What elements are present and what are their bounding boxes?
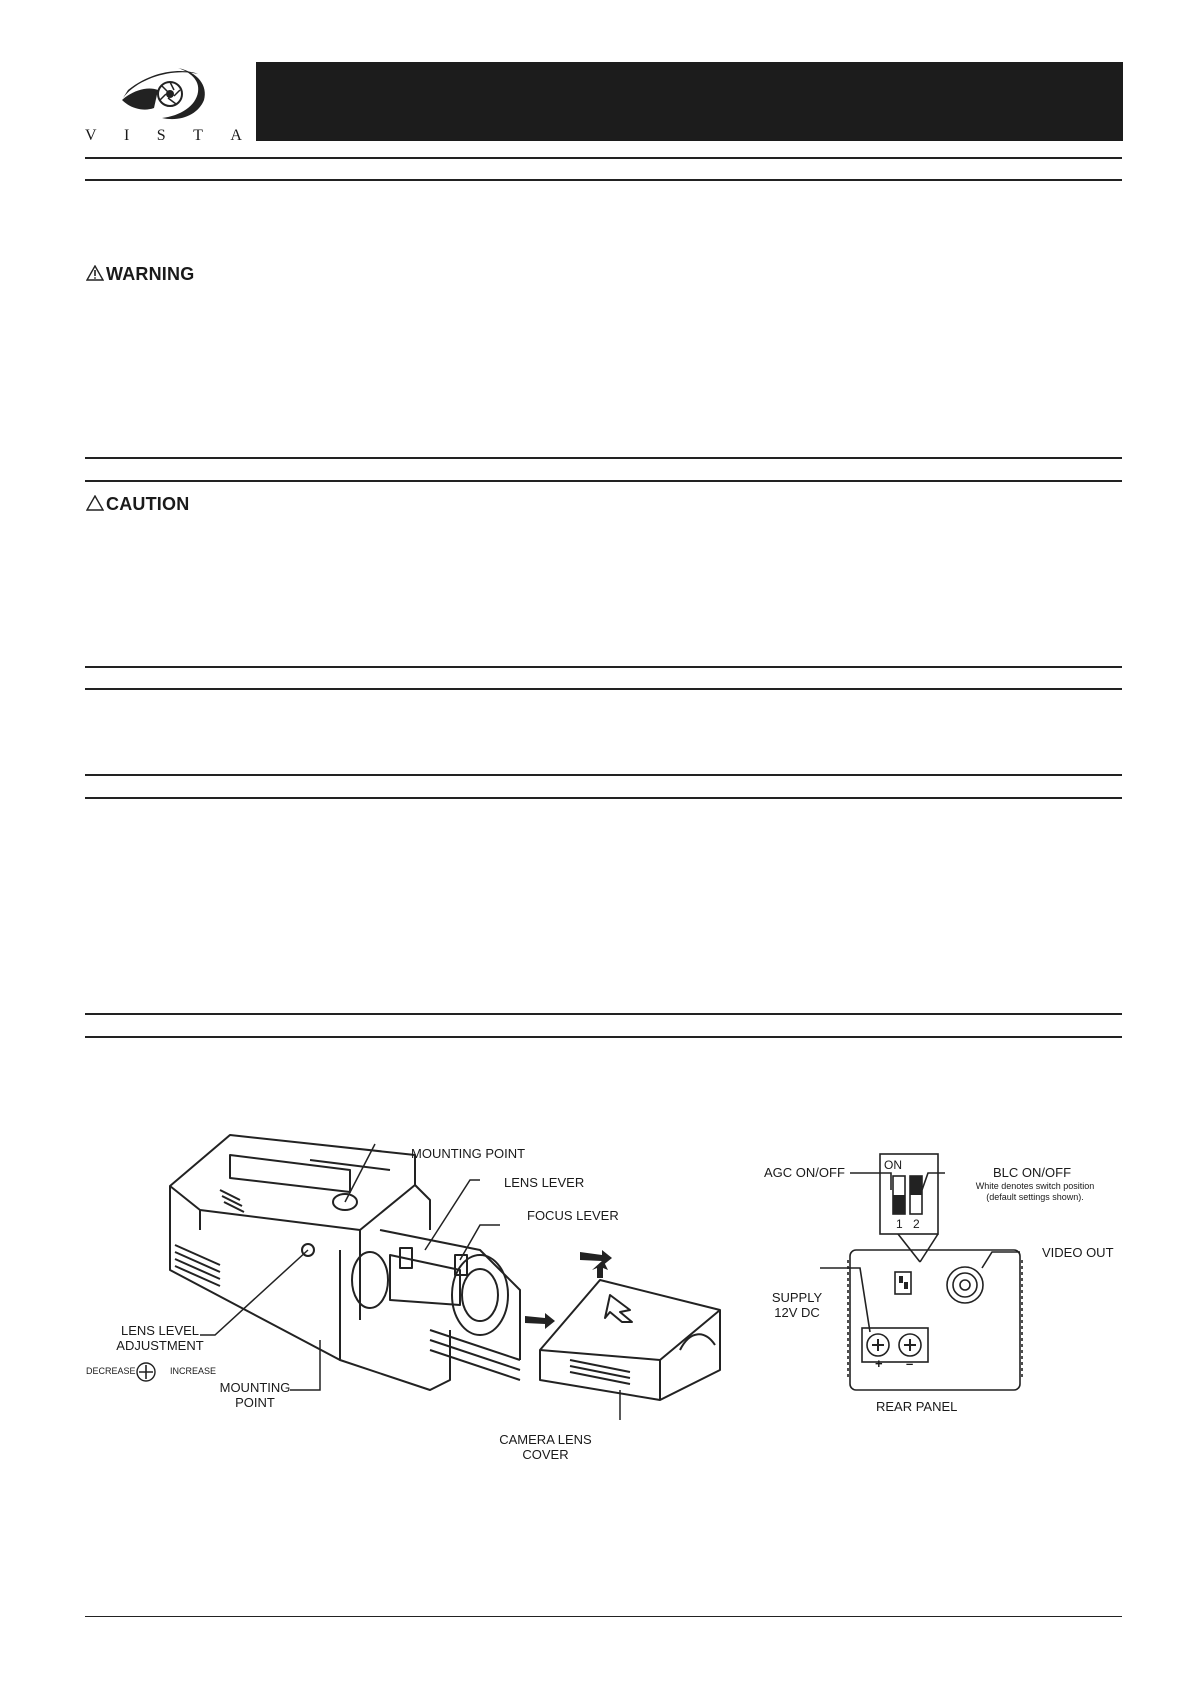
mounting-point-bottom-label <box>215 1380 295 1410</box>
divider <box>85 179 1122 181</box>
lens-level-adjustment-line1: LENS LEVEL <box>120 1323 200 1338</box>
divider <box>85 1013 1122 1015</box>
header-banner <box>256 62 1123 141</box>
switch-on-label: ON <box>884 1158 902 1172</box>
camera-lens-cover-line2: COVER <box>522 1447 569 1462</box>
warning-label: WARNING <box>106 264 195 284</box>
supply-line2: 12V DC <box>774 1305 820 1320</box>
mounting-point-top-label: MOUNTING POINT <box>411 1146 526 1161</box>
brand-letter: T <box>193 127 203 144</box>
switch-1-label: 1 <box>896 1217 903 1231</box>
brand-letter: V <box>85 127 97 144</box>
brand-letter: A <box>230 127 242 144</box>
blc-label: BLC ON/OFF <box>993 1165 1072 1180</box>
increase-label: INCREASE <box>170 1366 217 1376</box>
rear-panel-label: REAR PANEL <box>876 1399 958 1414</box>
mounting-point-bottom-line1: MOUNTING <box>219 1380 291 1395</box>
divider <box>85 797 1122 799</box>
warning-triangle-icon <box>86 265 104 281</box>
divider <box>85 1036 1122 1038</box>
supply-label <box>762 1290 832 1320</box>
divider <box>85 480 1122 482</box>
blc-note-line2: (default settings shown). <box>986 1192 1084 1202</box>
caution-heading <box>86 494 189 515</box>
supply-line1: SUPPLY <box>771 1290 823 1305</box>
divider <box>85 774 1122 776</box>
brand-letter: I <box>124 127 130 144</box>
divider <box>85 1616 1122 1617</box>
camera-lens-cover-label <box>493 1432 598 1462</box>
video-out-label: VIDEO OUT <box>1042 1245 1114 1260</box>
warning-heading <box>86 264 194 285</box>
lens-lever-label: LENS LEVER <box>504 1175 585 1190</box>
camera-illustration <box>160 1130 750 1420</box>
divider <box>85 457 1122 459</box>
focus-lever-label: FOCUS LEVER <box>527 1208 619 1223</box>
agc-label: AGC ON/OFF <box>764 1165 845 1180</box>
brand-letter: S <box>156 127 166 144</box>
rotate-screw-icon <box>134 1360 158 1384</box>
divider <box>85 688 1122 690</box>
lens-level-adjustment-label <box>115 1323 205 1353</box>
brand-letters <box>85 127 242 145</box>
divider <box>85 666 1122 668</box>
lens-level-adjustment-line2: ADJUSTMENT <box>116 1338 204 1353</box>
eye-logo-icon <box>118 60 218 128</box>
mounting-point-bottom-line2: POINT <box>235 1395 275 1410</box>
switch-2-label: 2 <box>913 1217 920 1231</box>
caution-triangle-icon <box>86 495 104 511</box>
caution-label: CAUTION <box>106 494 190 514</box>
blc-note-line1: White denotes switch position <box>975 1181 1095 1191</box>
decrease-label: DECREASE <box>86 1366 136 1376</box>
plus-terminal-label: + <box>875 1356 883 1371</box>
blc-note <box>965 1181 1105 1203</box>
divider <box>85 157 1122 159</box>
minus-terminal-label: – <box>906 1356 914 1371</box>
camera-lens-cover-line1: CAMERA LENS <box>499 1432 592 1447</box>
